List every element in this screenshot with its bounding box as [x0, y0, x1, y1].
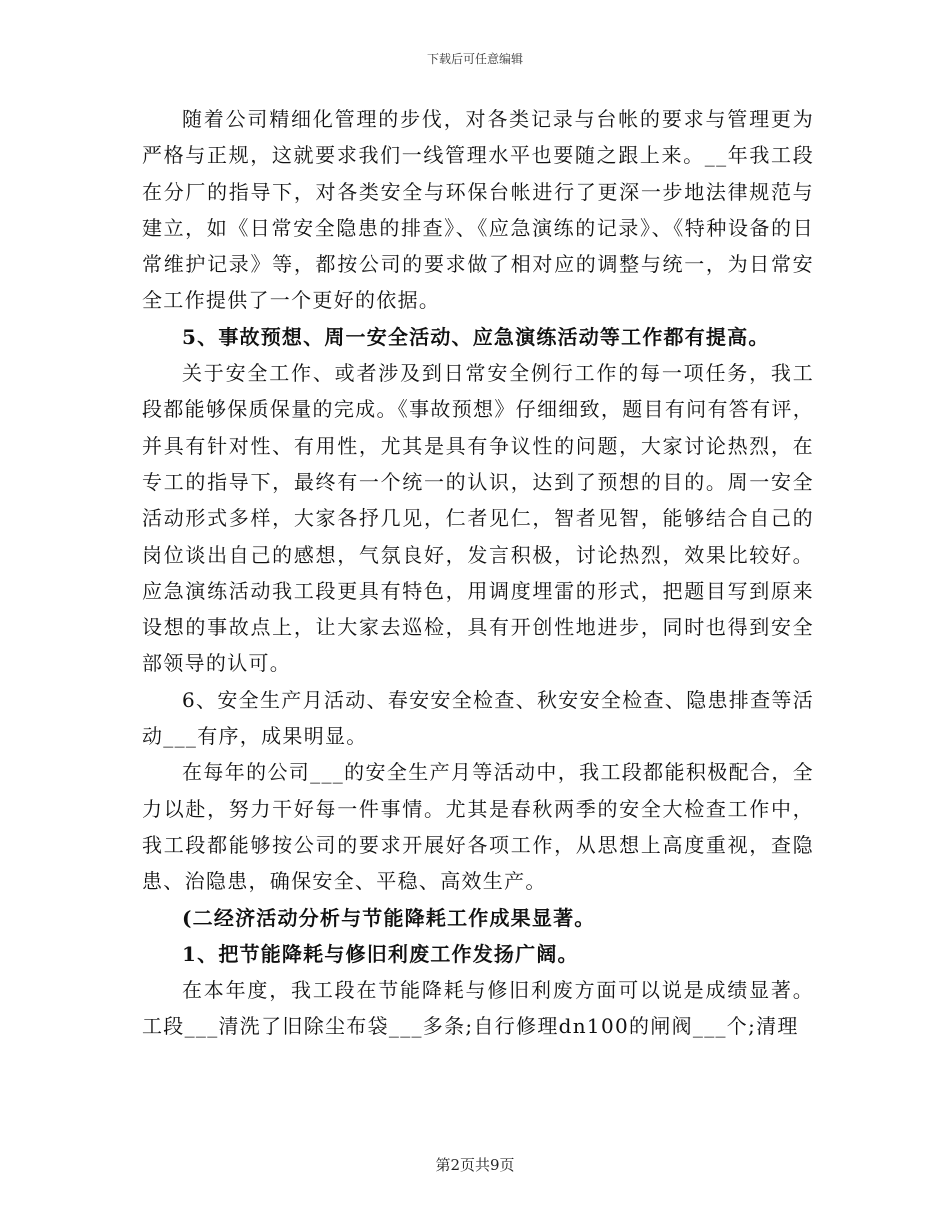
paragraph-energy-results: 在本年度，我工段在节能降耗与修旧利废方面可以说是成绩显著。工段___清洗了旧除尘布袋___多条;自行修理dn100的闸阀___个;清理 [142, 978, 814, 1039]
document-body [142, 101, 814, 1045]
page-footer: 第2页共9页 [435, 1156, 515, 1174]
paragraph-company-activities: 在每年的公司___的安全生产月等活动中，我工段都能积极配合，全力以赴，努力干好每一件事情。尤其是春秋两季的安全大检查工作中，我工段都能够按公司的要求开展好各项工作，从思想上高度重视，查隐患、治隐患，确保安全、平稳、高效生产。 [142, 760, 814, 894]
heading-economic-analysis: (二经济活动分析与节能降耗工作成果显著。 [182, 905, 596, 930]
paragraph-ledger-management: 随着公司精细化管理的步伐，对各类记录与台帐的要求与管理更为严格与正规，这就要求我们一线管理水平也要随之跟上来。__年我工段在分厂的指导下，对各类安全与环保台帐进行了更深一步地法律规范与建立，如《日常安全隐患的排查》、《应急演练的记录》、《特种设备的日常维护记录》等，都按公司的要求做了相对应的调整与统一，为日常安全工作提供了一个更好的依据。 [142, 107, 814, 313]
heading-energy-saving: 1、把节能降耗与修旧利废工作发扬广阔。 [182, 941, 579, 966]
paragraph-safety-month: 6、安全生产月活动、春安安全检查、秋安安全检查、隐患排查等活动___有序，成果明显。 [142, 687, 814, 749]
heading-accident-drills: 5、事故预想、周一安全活动、应急演练活动等工作都有提高。 [182, 324, 770, 349]
paragraph-safety-work: 关于安全工作、或者涉及到日常安全例行工作的每一项任务，我工段都能够保质保量的完成。《事故预想》仔细细致，题目有问有答有评，并具有针对性、有用性，尤其是具有争议性的问题，大家讨论热烈，在专工的指导下，最终有一个统一的认识，达到了预想的目的。周一安全活动形式多样，大家各抒几见，仁者见仁，智者见智，能够结合自己的岗位谈出自己的感想，气氛良好，发言积极，讨论热烈，效果比较好。应急演练活动我工段更具有特色，用调度埋雷的形式，把题目写到原来设想的事故点上，让大家去巡检，具有开创性地进步，同时也得到安全部领导的认可。 [142, 361, 814, 676]
page-header: 下载后可任意编辑 [426, 52, 523, 66]
